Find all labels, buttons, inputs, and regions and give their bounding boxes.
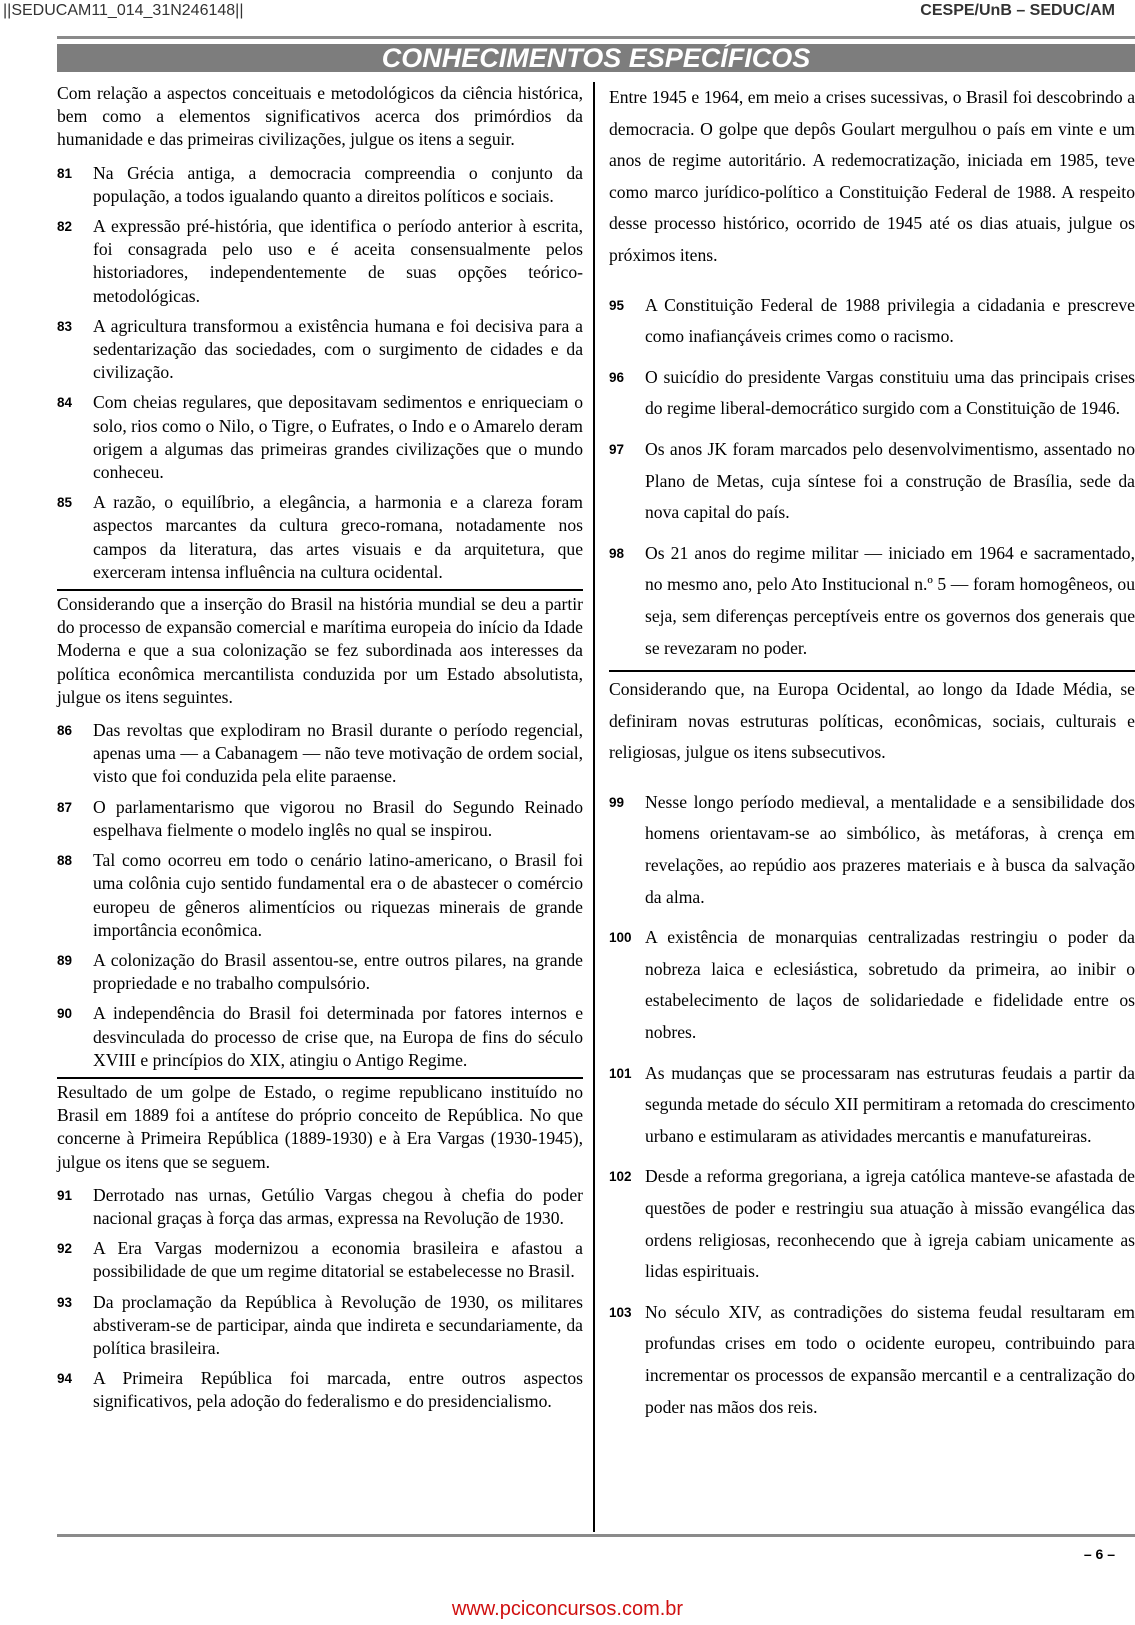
question-item <box>57 391 583 484</box>
question-number: 83 <box>57 318 73 334</box>
question-item <box>609 434 1135 529</box>
question-number: 90 <box>57 1006 73 1022</box>
question-number: 86 <box>57 723 73 739</box>
footer-url[interactable]: www.pciconcursos.com.br <box>451 1598 684 1620</box>
question-number: 100 <box>609 930 632 946</box>
question-number: 103 <box>609 1304 632 1320</box>
question-item <box>57 719 583 789</box>
question-group-intro: Com relação a aspectos conceituais e metodológicos da ciência histórica, bem como a elementos significativos acerca dos primórdios da humanidade e das primeiras civilizações, julgue os itens a seguir. <box>57 83 583 150</box>
question-text: A Era Vargas modernizou a economia brasileira e afastou a possibilidade de que um regime ditatorial se estabelecesse no Brasil. <box>93 1238 583 1282</box>
question-number: 92 <box>57 1241 73 1257</box>
question-number: 101 <box>609 1065 632 1081</box>
left-column <box>57 82 583 1414</box>
question-number: 91 <box>57 1187 73 1203</box>
question-group-intro: Entre 1945 e 1964, em meio a crises sucessivas, o Brasil foi descobrindo a democracia. O golpe que depôs Goulart mergulhou o país em vinte e um anos de regime autoritário. A redemocratização, iniciada em 1985, teve como marco jurídico-político a Constituição Federal de 1988. A respeito desse processo histórico, ocorrido de 1945 até os dias atuais, julgue os próximos itens. <box>609 87 1135 265</box>
question-text: A colonização do Brasil assentou-se, entre outros pilares, na grande propriedade e no trabalho compulsório. <box>93 949 583 994</box>
question-number: 82 <box>57 219 73 235</box>
question-text: A expressão pré-história, que identifica o período anterior à escrita, foi consagrada pelo uso e é aceita consensualmente pelos historiadores, independentemente de suas opções teórico-metodológicas. <box>93 216 583 306</box>
question-item <box>57 1291 583 1361</box>
question-text: Com cheias regulares, que depositavam sedimentos e enriqueciam o solo, rios como o Nilo, o Tigre, o Eufrates, o Indo e o Amarelo deram origem a algumas das primeiras grandes civilizações que o mundo conheceu. <box>93 392 583 483</box>
question-number: 98 <box>609 545 625 561</box>
question-text: Das revoltas que explodiram no Brasil durante o período regencial, apenas uma — a Cabanagem — não teve motivação de ordem social, visto que foi conduzida pela elite paraense. <box>93 720 583 787</box>
question-item <box>57 315 583 385</box>
question-item <box>57 796 583 842</box>
question-item <box>609 1161 1135 1287</box>
question-item <box>609 538 1135 664</box>
question-item <box>57 949 583 995</box>
question-number: 102 <box>609 1169 632 1185</box>
question-item <box>57 162 583 208</box>
section-separator <box>609 670 1135 672</box>
question-item <box>57 1237 583 1283</box>
question-text: Nesse longo período medieval, a mentalidade e a sensibilidade dos homens orientavam-se ao simbólico, às metáforas, à crença em revelações, ao repúdio aos prazeres materiais e à busca da salvação da alma. <box>645 791 1135 907</box>
question-number: 97 <box>609 441 625 457</box>
question-item <box>57 215 583 308</box>
question-number: 84 <box>57 395 73 411</box>
question-text: Tal como ocorreu em todo o cenário latino-americano, o Brasil foi uma colônia cujo sentido fundamental era o de abastecer o comércio europeu de gêneros alimentícios ou riquezas minerais de grande importância econômica. <box>93 850 583 940</box>
question-text: Na Grécia antiga, a democracia compreendia o conjunto da população, a todos igualando quanto a direitos políticos e sociais. <box>93 162 583 206</box>
question-group-intro: Considerando que a inserção do Brasil na história mundial se deu a partir do processo de expansão comercial e marítima europeia do início da Idade Moderna e que a sua colonização se fez subordinada aos interesses da política econômica mercantilista conduzida por um Estado absolutista, julgue os itens seguintes. <box>57 594 583 707</box>
question-item <box>57 1184 583 1230</box>
section-title: CONHECIMENTOS ESPECÍFICOS <box>57 44 1135 72</box>
question-text: O suicídio do presidente Vargas constituiu uma das principais crises do regime liberal-democrático surgido com a Constituição de 1946. <box>645 366 1135 419</box>
section-separator <box>57 589 583 591</box>
question-item <box>609 787 1135 913</box>
section-separator <box>57 1077 583 1079</box>
question-item <box>57 1367 583 1413</box>
question-number: 87 <box>57 799 73 815</box>
page-number: – 6 – <box>1083 1546 1115 1562</box>
header-rule <box>57 36 1135 39</box>
question-text: A Primeira República foi marcada, entre outros aspectos significativos, pela adoção do federalismo e do presidencialismo. <box>93 1368 583 1412</box>
question-item <box>609 362 1135 425</box>
question-text: Desde a reforma gregoriana, a igreja católica manteve-se afastada de questões de poder e restringiu sua atuação à missão evangélica das ordens religiosas, reconhecendo que à igreja cabiam unicamente as lidas espirituais. <box>645 1166 1135 1282</box>
question-group-intro: Considerando que, na Europa Ocidental, ao longo da Idade Média, se definiram novas estruturas políticas, econômicas, sociais, culturais e religiosas, julgue os itens subsecutivos. <box>609 679 1135 763</box>
right-column <box>609 82 1135 1423</box>
question-item <box>609 1058 1135 1153</box>
question-item <box>57 491 583 584</box>
question-number: 89 <box>57 952 73 968</box>
question-text: As mudanças que se processaram nas estruturas feudais a partir da segunda metade do século XII permitiram a retomada do crescimento urbano e estimularam as atividades mercantis e manufatureiras. <box>645 1062 1135 1146</box>
question-text: Os anos JK foram marcados pelo desenvolvimentismo, assentado no Plano de Metas, cuja síntese foi a construção de Brasília, sede da nova capital do país. <box>645 438 1135 523</box>
question-text: A agricultura transformou a existência humana e foi decisiva para a sedentarização das sociedades, com o surgimento de cidades e da civilização. <box>93 315 583 383</box>
question-text: Os 21 anos do regime militar — iniciado em 1964 e sacramentado, no mesmo ano, pelo Ato Institucional n.º 5 — foram homogêneos, ou seja, sem diferenças perceptíveis entre os governos dos generais que se revezaram no poder. <box>645 542 1135 658</box>
question-number: 99 <box>609 794 625 810</box>
question-item <box>609 1297 1135 1423</box>
question-text: Derrotado nas urnas, Getúlio Vargas chegou à chefia do poder nacional graças à força das armas, expressa na Revolução de 1930. <box>93 1184 583 1228</box>
question-text: No século XIV, as contradições do sistema feudal resultaram em profundas crises em todo o ocidente europeu, contribuindo para incrementar os processos de expansão mercantil e a centralização do poder nas mãos dos reis. <box>645 1301 1135 1417</box>
question-item <box>57 1002 583 1072</box>
question-text: Da proclamação da República à Revolução de 1930, os militares abstiveram-se de participar, ainda que indireta e secundariamente, da política brasileira. <box>93 1291 583 1358</box>
question-text: A existência de monarquias centralizadas restringiu o poder da nobreza laica e eclesiástica, sobretudo da primeira, ao inibir o estabelecimento de laços de solidariedade e fidelidade entre os nobres. <box>645 927 1135 1043</box>
question-item <box>609 922 1135 1048</box>
question-text: A razão, o equilíbrio, a elegância, a harmonia e a clareza foram aspectos marcantes da cultura greco-romana, notadamente nos campos da literatura, das artes visuais e da arquitetura, que exerceram intensa influência na cultura ocidental. <box>93 492 583 582</box>
question-text: A Constituição Federal de 1988 privilegia a cidadania e prescreve como inafiançáveis crimes como o racismo. <box>645 294 1135 347</box>
question-item <box>57 849 583 942</box>
column-divider <box>593 82 595 1532</box>
question-number: 88 <box>57 853 73 869</box>
question-number: 96 <box>609 369 625 385</box>
footer-rule <box>57 1534 1135 1537</box>
question-number: 95 <box>609 297 625 313</box>
question-text: A independência do Brasil foi determinada por fatores internos e desvinculada do processo de crise que, na Europa de fins do século XVIII e princípios do XIX, atingiu o Antigo Regime. <box>93 1003 583 1070</box>
question-text: O parlamentarismo que vigorou no Brasil do Segundo Reinado espelhava fielmente o modelo inglês no qual se inspirou. <box>93 796 583 840</box>
question-number: 85 <box>57 495 73 511</box>
question-number: 93 <box>57 1294 73 1310</box>
question-item <box>609 290 1135 353</box>
question-number: 81 <box>57 165 73 181</box>
question-number: 94 <box>57 1371 73 1387</box>
exam-board: CESPE/UnB – SEDUC/AM <box>920 2 1115 19</box>
question-group-intro: Resultado de um golpe de Estado, o regime republicano instituído no Brasil em 1889 foi a antítese do próprio conceito de República. No que concerne à Primeira República (1889-1930) e à Era Vargas (1930-1945), julgue os itens que se seguem. <box>57 1081 583 1172</box>
exam-code: ||SEDUCAM11_014_31N246148|| <box>3 2 244 19</box>
